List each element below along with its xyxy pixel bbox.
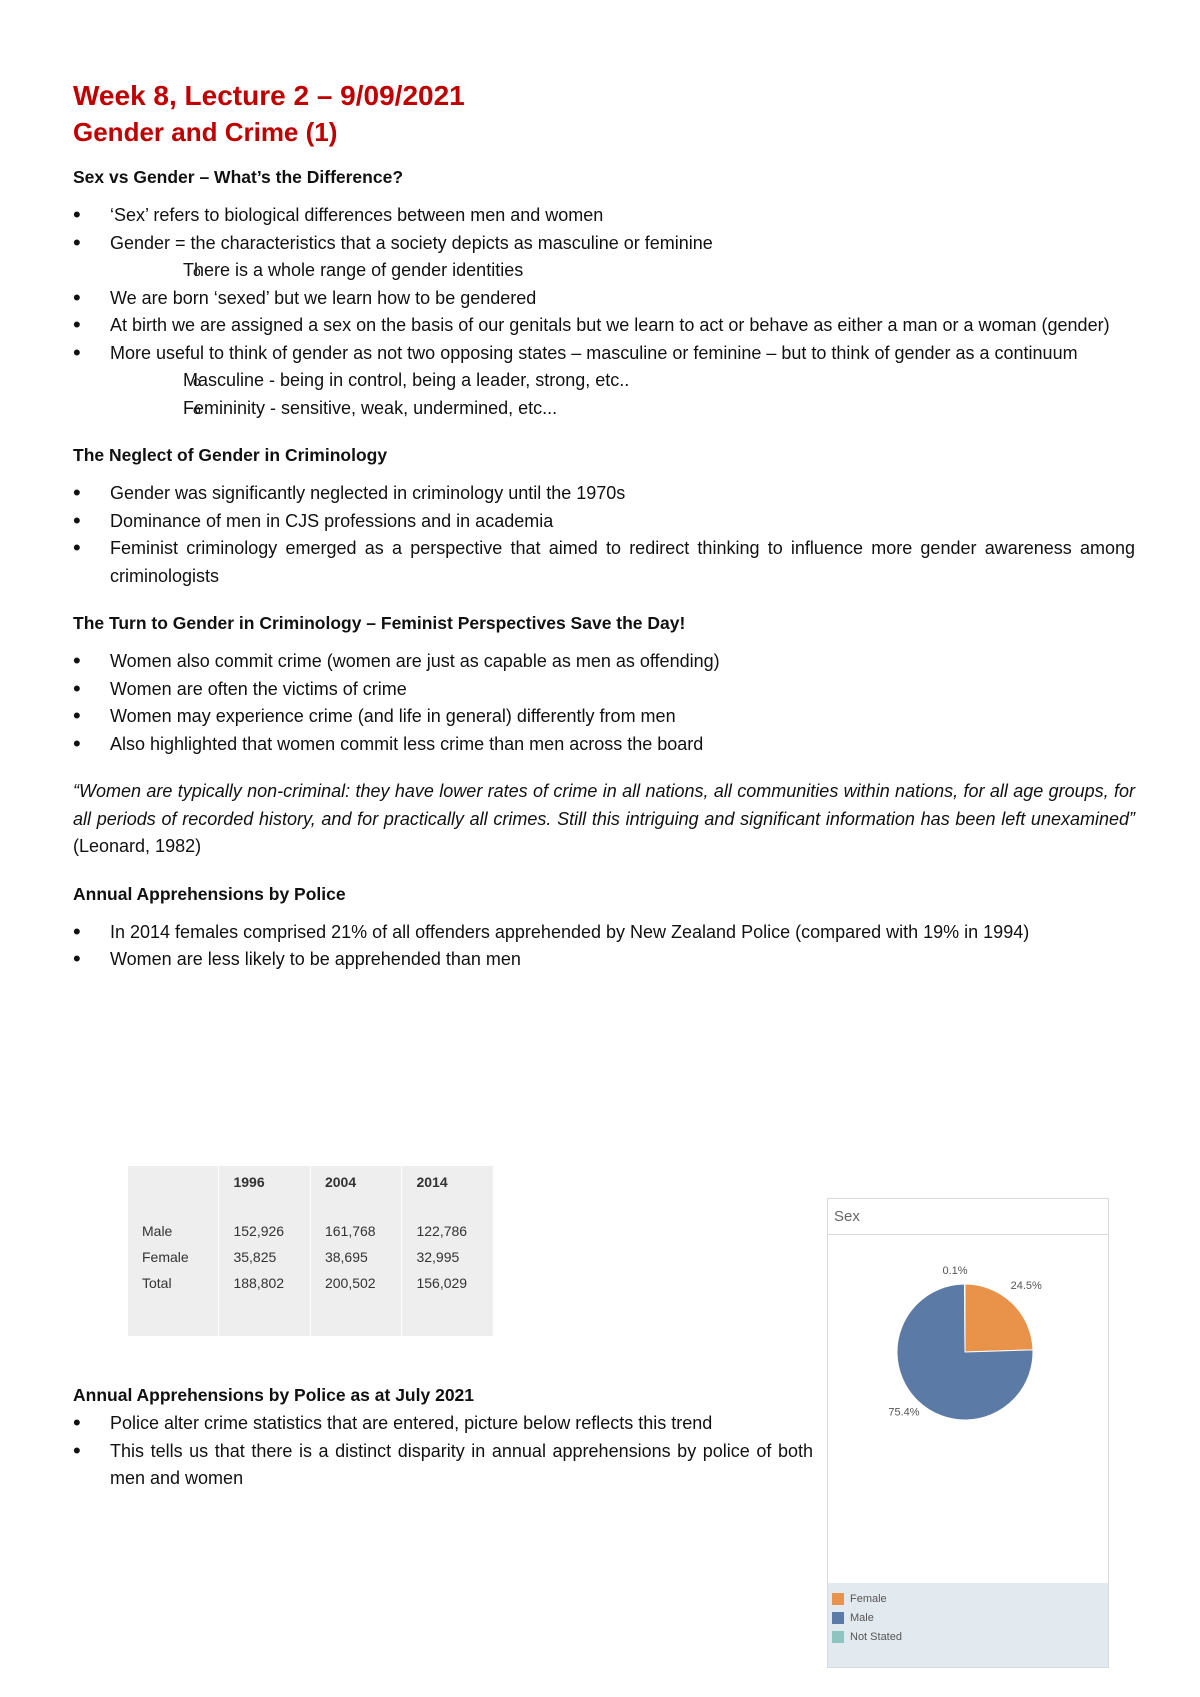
table-row: [128, 1212, 494, 1244]
bullet-item: [73, 230, 1135, 285]
bullet-item: [73, 1410, 813, 1438]
table-row: [128, 1244, 494, 1270]
pie-data-label: 75.4%: [888, 1406, 920, 1419]
bullet-text: Women are often the victims of crime: [110, 678, 407, 699]
table-cell: 35,825: [219, 1244, 311, 1270]
table-cell: 152,926: [219, 1212, 311, 1244]
legend-item: [832, 1631, 902, 1643]
bullet-item: [73, 648, 1135, 676]
bullet-item: [73, 312, 1135, 340]
bullet-text: Women are less likely to be apprehended than men: [110, 949, 521, 969]
table-cell: [310, 1296, 402, 1336]
table-cell: 188,802: [219, 1270, 311, 1296]
bullet-item: [73, 480, 1135, 508]
july2021-bullets: [73, 1410, 813, 1493]
apprehensions-heading: Annual Apprehensions by Police: [73, 883, 346, 904]
legend-label: Not Stated: [850, 1631, 902, 1643]
bullet-text: At birth we are assigned a sex on the basis of our genitals but we learn to act or behave as either a man or a woman (gender): [110, 315, 1110, 335]
bullet-text: Gender was significantly neglected in criminology until the 1970s: [110, 483, 626, 503]
section-bullets: [73, 480, 1135, 590]
section-heading: The Neglect of Gender in Criminology: [73, 445, 388, 465]
apprehensions-table: [128, 1166, 494, 1336]
table-header-cell: [128, 1166, 219, 1212]
sex-pie-chart: [827, 1198, 1109, 1668]
table-cell: Male: [128, 1212, 219, 1244]
pie-data-label: 24.5%: [1010, 1279, 1042, 1292]
table-cell: 122,786: [402, 1212, 494, 1244]
quote-citation: (Leonard, 1982): [73, 836, 202, 856]
table-filler-row: [128, 1296, 494, 1336]
july2021-block: [73, 1382, 813, 1513]
table-cell: [219, 1296, 311, 1336]
bullet-item: [73, 508, 1135, 536]
lecture-title: Week 8, Lecture 2 – 9/09/2021: [73, 80, 465, 111]
bullet-text: Police alter crime statistics that are entered, picture below reflects this trend: [110, 1413, 713, 1433]
table-cell: [128, 1296, 219, 1336]
bullet-text: This tells us that there is a distinct disparity in annual apprehensions by police of both men and women: [110, 1440, 813, 1488]
bullet-text: Gender = the characteristics that a society depicts as masculine or feminine: [110, 232, 713, 253]
section-heading: Sex vs Gender – What’s the Difference?: [73, 167, 404, 187]
section-heading: The Turn to Gender in Criminology – Feminist Perspectives Save the Day!: [73, 613, 686, 633]
legend-swatch: [832, 1612, 844, 1624]
leonard-quote: [73, 778, 1135, 861]
table-header-cell: 2004: [310, 1166, 402, 1212]
legend-swatch: [832, 1593, 844, 1605]
table-cell: 32,995: [402, 1244, 494, 1270]
bullet-text: Also highlighted that women commit less crime than men across the board: [110, 733, 704, 754]
bullet-item: [73, 535, 1135, 590]
bullet-item: [73, 285, 1135, 313]
table-cell: Total: [128, 1270, 219, 1296]
bullet-item: [73, 703, 1135, 731]
pie-svg: [828, 1236, 1108, 1566]
bullet-text: ‘Sex’ refers to biological differences between men and women: [110, 205, 604, 225]
bullet-item: [73, 340, 1135, 423]
section-bullets: [73, 202, 1135, 422]
bullet-item: [73, 202, 1135, 230]
chart-title: Sex: [828, 1199, 1108, 1235]
bullet-item: [73, 731, 1135, 759]
lecture-subtitle: Gender and Crime (1): [73, 117, 338, 147]
table-header-cell: 1996: [219, 1166, 311, 1212]
sub-bullet-item: o Masculine - being in control, being a leader, strong, etc..: [110, 367, 1135, 395]
pie-data-label: 0.1%: [942, 1265, 968, 1277]
table-cell: 38,695: [310, 1244, 402, 1270]
legend-item: [832, 1612, 874, 1624]
bullet-text: Feminist criminology emerged as a perspective that aimed to redirect thinking to influence more gender awareness among criminologists: [110, 538, 1135, 586]
quote-text: “Women are typically non-criminal: they have lower rates of crime in all nations, all communities within nations, for all age groups, for all periods of recorded history, and for practically all crimes. Still this intriguing and significant information has been left unexamined”: [73, 781, 1135, 829]
table-row: [128, 1270, 494, 1296]
sub-bullet-item: o There is a whole range of gender identities: [110, 257, 1135, 285]
chart-legend: [828, 1583, 1108, 1667]
table-cell: 161,768: [310, 1212, 402, 1244]
document-page: [73, 78, 1135, 994]
bullet-text: Women may experience crime (and life in general) differently from men: [110, 706, 676, 726]
sub-bullets: [110, 257, 1135, 285]
bullet-text: Women also commit crime (women are just as capable as men as offending): [110, 651, 720, 671]
legend-label: Female: [850, 1593, 887, 1605]
apprehensions-bullets: [73, 919, 1135, 974]
legend-item: [832, 1593, 887, 1605]
bullet-text: In 2014 females comprised 21% of all offenders apprehended by New Zealand Police (compared with 19% in 1994): [110, 921, 1030, 942]
bullet-item: [73, 676, 1135, 704]
table-cell: Female: [128, 1244, 219, 1270]
bullet-item: [73, 919, 1135, 947]
bullet-text: More useful to think of gender as not two opposing states – masculine or feminine – but to think of gender as a continuum: [110, 342, 1078, 363]
table-header-row: [128, 1166, 494, 1212]
table-cell: 156,029: [402, 1270, 494, 1296]
july2021-heading: Annual Apprehensions by Police as at July 2021: [73, 1385, 475, 1405]
table-cell: [402, 1296, 494, 1336]
table-header-cell: 2014: [402, 1166, 494, 1212]
bullet-item: [73, 1438, 813, 1493]
sub-bullets: [110, 367, 1135, 422]
pie-slice-female: [965, 1284, 1033, 1352]
legend-label: Male: [850, 1612, 874, 1624]
section-bullets: [73, 648, 1135, 758]
legend-swatch: [832, 1631, 844, 1643]
notes-sections: [73, 164, 1135, 758]
sub-bullet-item: o Femininity - sensitive, weak, undermined, etc...: [110, 395, 1135, 423]
bullet-text: Dominance of men in CJS professions and in academia: [110, 510, 554, 531]
bullet-text: We are born ‘sexed’ but we learn how to be gendered: [110, 287, 537, 308]
table-cell: 200,502: [310, 1270, 402, 1296]
bullet-item: [73, 946, 1135, 974]
